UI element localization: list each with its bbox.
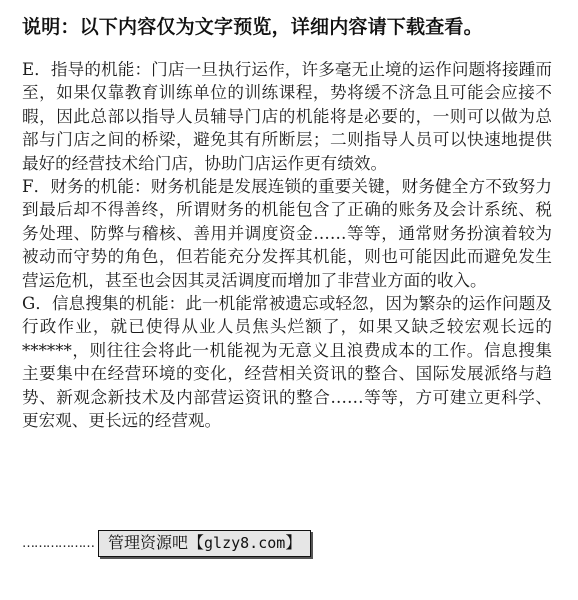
bracket-close: 】 [285,532,302,552]
section-information-function: G．信息搜集的机能：此一机能常被遗忘或轻忽，因为繁杂的运作问题及行政作业，就已使得从业人员焦头烂额了，如果又缺乏较宏观长远的******，则往往会将此一机能视为无意义且浪费成本的工作。信息搜集主要集中在经营环境的变化，经营相关资讯的整合、国际发展派络与趋势、新观念新技术及内部营运资讯的整合……等等，方可建立更科学、更宏观、更长远的经营观。 [22,294,552,431]
document-body [22,58,552,433]
site-name: 管理资源吧 [108,532,189,552]
footer-dots: ……………… [22,535,94,551]
section-finance-function: F．财务的机能：财务机能是发展连锁的重要关键，财务健全方不致努力到最后却不得善终，所谓财务的机能包含了正确的账务及会计系统、税务处理、防弊与稽核、善用并调度资金……等等，通常财务扮演着较为被动而守势的角色，但若能充分发挥其机能，则也可能因此而避免发生营运危机，甚至也会因其灵活调度而增加了非营业方面的收入。 [22,177,552,290]
footer [22,530,311,556]
bracket-open: 【 [188,532,205,552]
section-guidance-function: E．指导的机能：门店一旦执行运作，许多毫无止境的运作问题将接踵而至，如果仅靠教育训练单位的训练课程，势将缓不济急且可能会应接不暇，因此总部以指导人员辅导门店的机能将是必要的，一则可以做为总部与门店之间的桥梁，避免其有所断层；二则指导人员可以快速地提供最好的经营技术给门店，协助门店运作更有绩效。 [22,60,552,173]
preview-notice: 说明：以下内容仅为文字预览，详细内容请下载查看。 [22,16,483,38]
site-url: glzy8.com [204,533,286,552]
source-site-link[interactable] [98,530,311,557]
